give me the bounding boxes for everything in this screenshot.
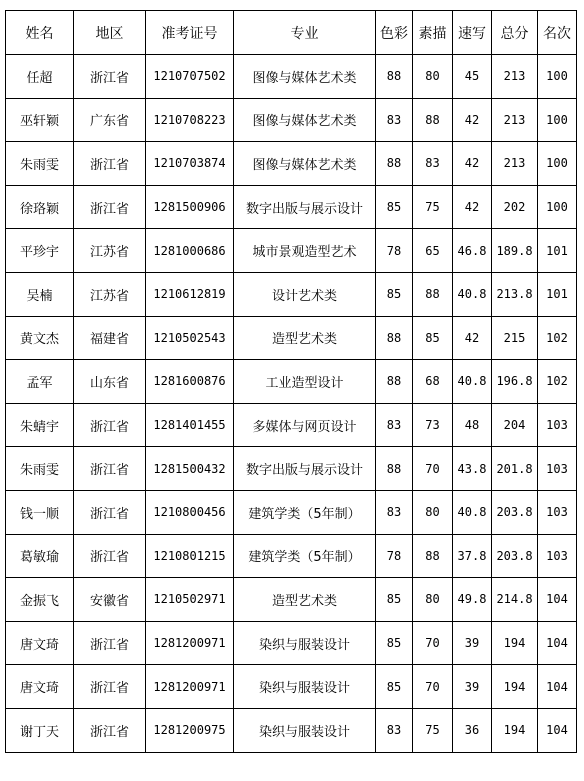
cell-rank: 104	[538, 578, 577, 622]
cell-rank: 104	[538, 621, 577, 665]
table-row	[6, 185, 577, 229]
cell-region: 浙江省	[74, 665, 146, 709]
cell-exam-id: 1210708223	[146, 98, 234, 142]
cell-rank: 102	[538, 360, 577, 404]
score-table	[5, 10, 577, 753]
cell-total-score: 201.8	[492, 447, 538, 491]
cell-quick-sketch-score: 39	[453, 621, 492, 665]
cell-total-score: 213	[492, 98, 538, 142]
table-row	[6, 403, 577, 447]
header-total: 总分	[492, 11, 538, 55]
table-row	[6, 142, 577, 186]
cell-color-score: 85	[376, 621, 413, 665]
cell-sketch-score: 68	[413, 360, 453, 404]
cell-name: 朱雨雯	[6, 142, 74, 186]
cell-major: 建筑学类（5年制）	[234, 490, 376, 534]
header-major: 专业	[234, 11, 376, 55]
cell-quick-sketch-score: 49.8	[453, 578, 492, 622]
cell-rank: 103	[538, 490, 577, 534]
cell-name: 巫轩颖	[6, 98, 74, 142]
cell-exam-id: 1210502543	[146, 316, 234, 360]
cell-name: 唐文琦	[6, 621, 74, 665]
table-row	[6, 98, 577, 142]
table-row	[6, 708, 577, 752]
cell-rank: 103	[538, 403, 577, 447]
cell-exam-id: 1210502971	[146, 578, 234, 622]
cell-total-score: 202	[492, 185, 538, 229]
table-row	[6, 360, 577, 404]
cell-major: 染织与服装设计	[234, 621, 376, 665]
table-row	[6, 621, 577, 665]
cell-quick-sketch-score: 42	[453, 316, 492, 360]
cell-quick-sketch-score: 37.8	[453, 534, 492, 578]
cell-total-score: 213.8	[492, 272, 538, 316]
cell-sketch-score: 80	[413, 578, 453, 622]
cell-exam-id: 1281200971	[146, 621, 234, 665]
cell-color-score: 88	[376, 142, 413, 186]
cell-rank: 104	[538, 665, 577, 709]
cell-sketch-score: 88	[413, 534, 453, 578]
cell-color-score: 78	[376, 229, 413, 273]
cell-total-score: 194	[492, 621, 538, 665]
cell-color-score: 83	[376, 403, 413, 447]
table-row	[6, 229, 577, 273]
cell-sketch-score: 70	[413, 447, 453, 491]
cell-exam-id: 1281401455	[146, 403, 234, 447]
cell-name: 金振飞	[6, 578, 74, 622]
cell-rank: 101	[538, 272, 577, 316]
cell-sketch-score: 65	[413, 229, 453, 273]
cell-exam-id: 1281000686	[146, 229, 234, 273]
cell-exam-id: 1281200975	[146, 708, 234, 752]
table-row	[6, 316, 577, 360]
cell-region: 浙江省	[74, 142, 146, 186]
cell-region: 浙江省	[74, 708, 146, 752]
cell-exam-id: 1281600876	[146, 360, 234, 404]
cell-quick-sketch-score: 45	[453, 55, 492, 99]
cell-major: 数字出版与展示设计	[234, 185, 376, 229]
cell-total-score: 203.8	[492, 490, 538, 534]
cell-region: 浙江省	[74, 403, 146, 447]
cell-color-score: 85	[376, 578, 413, 622]
table-body	[6, 55, 577, 753]
cell-name: 平珍宇	[6, 229, 74, 273]
cell-rank: 101	[538, 229, 577, 273]
header-exam-id: 准考证号	[146, 11, 234, 55]
cell-sketch-score: 88	[413, 98, 453, 142]
table-row	[6, 490, 577, 534]
cell-region: 浙江省	[74, 447, 146, 491]
cell-sketch-score: 70	[413, 621, 453, 665]
cell-major: 造型艺术类	[234, 316, 376, 360]
cell-region: 江苏省	[74, 272, 146, 316]
cell-name: 朱蜻宇	[6, 403, 74, 447]
header-name: 姓名	[6, 11, 74, 55]
cell-quick-sketch-score: 42	[453, 142, 492, 186]
cell-quick-sketch-score: 40.8	[453, 490, 492, 534]
cell-quick-sketch-score: 42	[453, 185, 492, 229]
cell-region: 浙江省	[74, 55, 146, 99]
header-quick-sketch: 速写	[453, 11, 492, 55]
table-row	[6, 665, 577, 709]
cell-quick-sketch-score: 48	[453, 403, 492, 447]
cell-sketch-score: 75	[413, 708, 453, 752]
cell-name: 唐文琦	[6, 665, 74, 709]
cell-total-score: 204	[492, 403, 538, 447]
cell-total-score: 214.8	[492, 578, 538, 622]
cell-total-score: 194	[492, 665, 538, 709]
cell-color-score: 88	[376, 447, 413, 491]
cell-region: 浙江省	[74, 621, 146, 665]
cell-rank: 103	[538, 534, 577, 578]
table-row	[6, 534, 577, 578]
cell-total-score: 215	[492, 316, 538, 360]
cell-rank: 100	[538, 185, 577, 229]
cell-sketch-score: 73	[413, 403, 453, 447]
cell-major: 设计艺术类	[234, 272, 376, 316]
cell-color-score: 85	[376, 185, 413, 229]
table-row	[6, 55, 577, 99]
cell-exam-id: 1210801215	[146, 534, 234, 578]
cell-sketch-score: 85	[413, 316, 453, 360]
cell-exam-id: 1281500432	[146, 447, 234, 491]
cell-rank: 100	[538, 55, 577, 99]
cell-region: 浙江省	[74, 185, 146, 229]
cell-total-score: 194	[492, 708, 538, 752]
cell-exam-id: 1281500906	[146, 185, 234, 229]
cell-name: 朱雨雯	[6, 447, 74, 491]
cell-name: 吴楠	[6, 272, 74, 316]
cell-major: 染织与服装设计	[234, 708, 376, 752]
cell-total-score: 196.8	[492, 360, 538, 404]
cell-color-score: 83	[376, 708, 413, 752]
cell-rank: 104	[538, 708, 577, 752]
cell-color-score: 85	[376, 665, 413, 709]
cell-region: 江苏省	[74, 229, 146, 273]
header-color: 色彩	[376, 11, 413, 55]
cell-exam-id: 1210612819	[146, 272, 234, 316]
cell-region: 福建省	[74, 316, 146, 360]
cell-quick-sketch-score: 39	[453, 665, 492, 709]
cell-rank: 100	[538, 142, 577, 186]
header-rank: 名次	[538, 11, 577, 55]
cell-major: 城市景观造型艺术	[234, 229, 376, 273]
cell-region: 安徽省	[74, 578, 146, 622]
cell-name: 孟军	[6, 360, 74, 404]
cell-color-score: 78	[376, 534, 413, 578]
cell-name: 黄文杰	[6, 316, 74, 360]
header-row	[6, 11, 577, 55]
cell-sketch-score: 83	[413, 142, 453, 186]
cell-major: 染织与服装设计	[234, 665, 376, 709]
cell-major: 造型艺术类	[234, 578, 376, 622]
cell-major: 图像与媒体艺术类	[234, 55, 376, 99]
cell-quick-sketch-score: 43.8	[453, 447, 492, 491]
cell-quick-sketch-score: 36	[453, 708, 492, 752]
cell-exam-id: 1210703874	[146, 142, 234, 186]
table-row	[6, 447, 577, 491]
cell-total-score: 189.8	[492, 229, 538, 273]
cell-sketch-score: 70	[413, 665, 453, 709]
cell-exam-id: 1210800456	[146, 490, 234, 534]
table-row	[6, 272, 577, 316]
cell-name: 徐珞颖	[6, 185, 74, 229]
cell-rank: 100	[538, 98, 577, 142]
cell-exam-id: 1210707502	[146, 55, 234, 99]
cell-name: 谢丁天	[6, 708, 74, 752]
cell-color-score: 83	[376, 98, 413, 142]
cell-major: 图像与媒体艺术类	[234, 98, 376, 142]
cell-color-score: 88	[376, 316, 413, 360]
cell-sketch-score: 75	[413, 185, 453, 229]
header-sketch: 素描	[413, 11, 453, 55]
table-row	[6, 578, 577, 622]
cell-rank: 102	[538, 316, 577, 360]
cell-sketch-score: 88	[413, 272, 453, 316]
cell-quick-sketch-score: 40.8	[453, 272, 492, 316]
cell-sketch-score: 80	[413, 490, 453, 534]
cell-name: 葛敏瑜	[6, 534, 74, 578]
cell-region: 浙江省	[74, 534, 146, 578]
cell-region: 广东省	[74, 98, 146, 142]
cell-color-score: 88	[376, 55, 413, 99]
cell-total-score: 203.8	[492, 534, 538, 578]
cell-total-score: 213	[492, 142, 538, 186]
cell-sketch-score: 80	[413, 55, 453, 99]
cell-major: 多媒体与网页设计	[234, 403, 376, 447]
cell-major: 数字出版与展示设计	[234, 447, 376, 491]
cell-region: 浙江省	[74, 490, 146, 534]
cell-major: 建筑学类（5年制）	[234, 534, 376, 578]
cell-region: 山东省	[74, 360, 146, 404]
cell-major: 图像与媒体艺术类	[234, 142, 376, 186]
cell-name: 任超	[6, 55, 74, 99]
cell-color-score: 88	[376, 360, 413, 404]
cell-quick-sketch-score: 46.8	[453, 229, 492, 273]
cell-quick-sketch-score: 40.8	[453, 360, 492, 404]
cell-major: 工业造型设计	[234, 360, 376, 404]
cell-total-score: 213	[492, 55, 538, 99]
cell-exam-id: 1281200971	[146, 665, 234, 709]
cell-color-score: 83	[376, 490, 413, 534]
header-region: 地区	[74, 11, 146, 55]
cell-quick-sketch-score: 42	[453, 98, 492, 142]
cell-rank: 103	[538, 447, 577, 491]
cell-color-score: 85	[376, 272, 413, 316]
cell-name: 钱一顺	[6, 490, 74, 534]
